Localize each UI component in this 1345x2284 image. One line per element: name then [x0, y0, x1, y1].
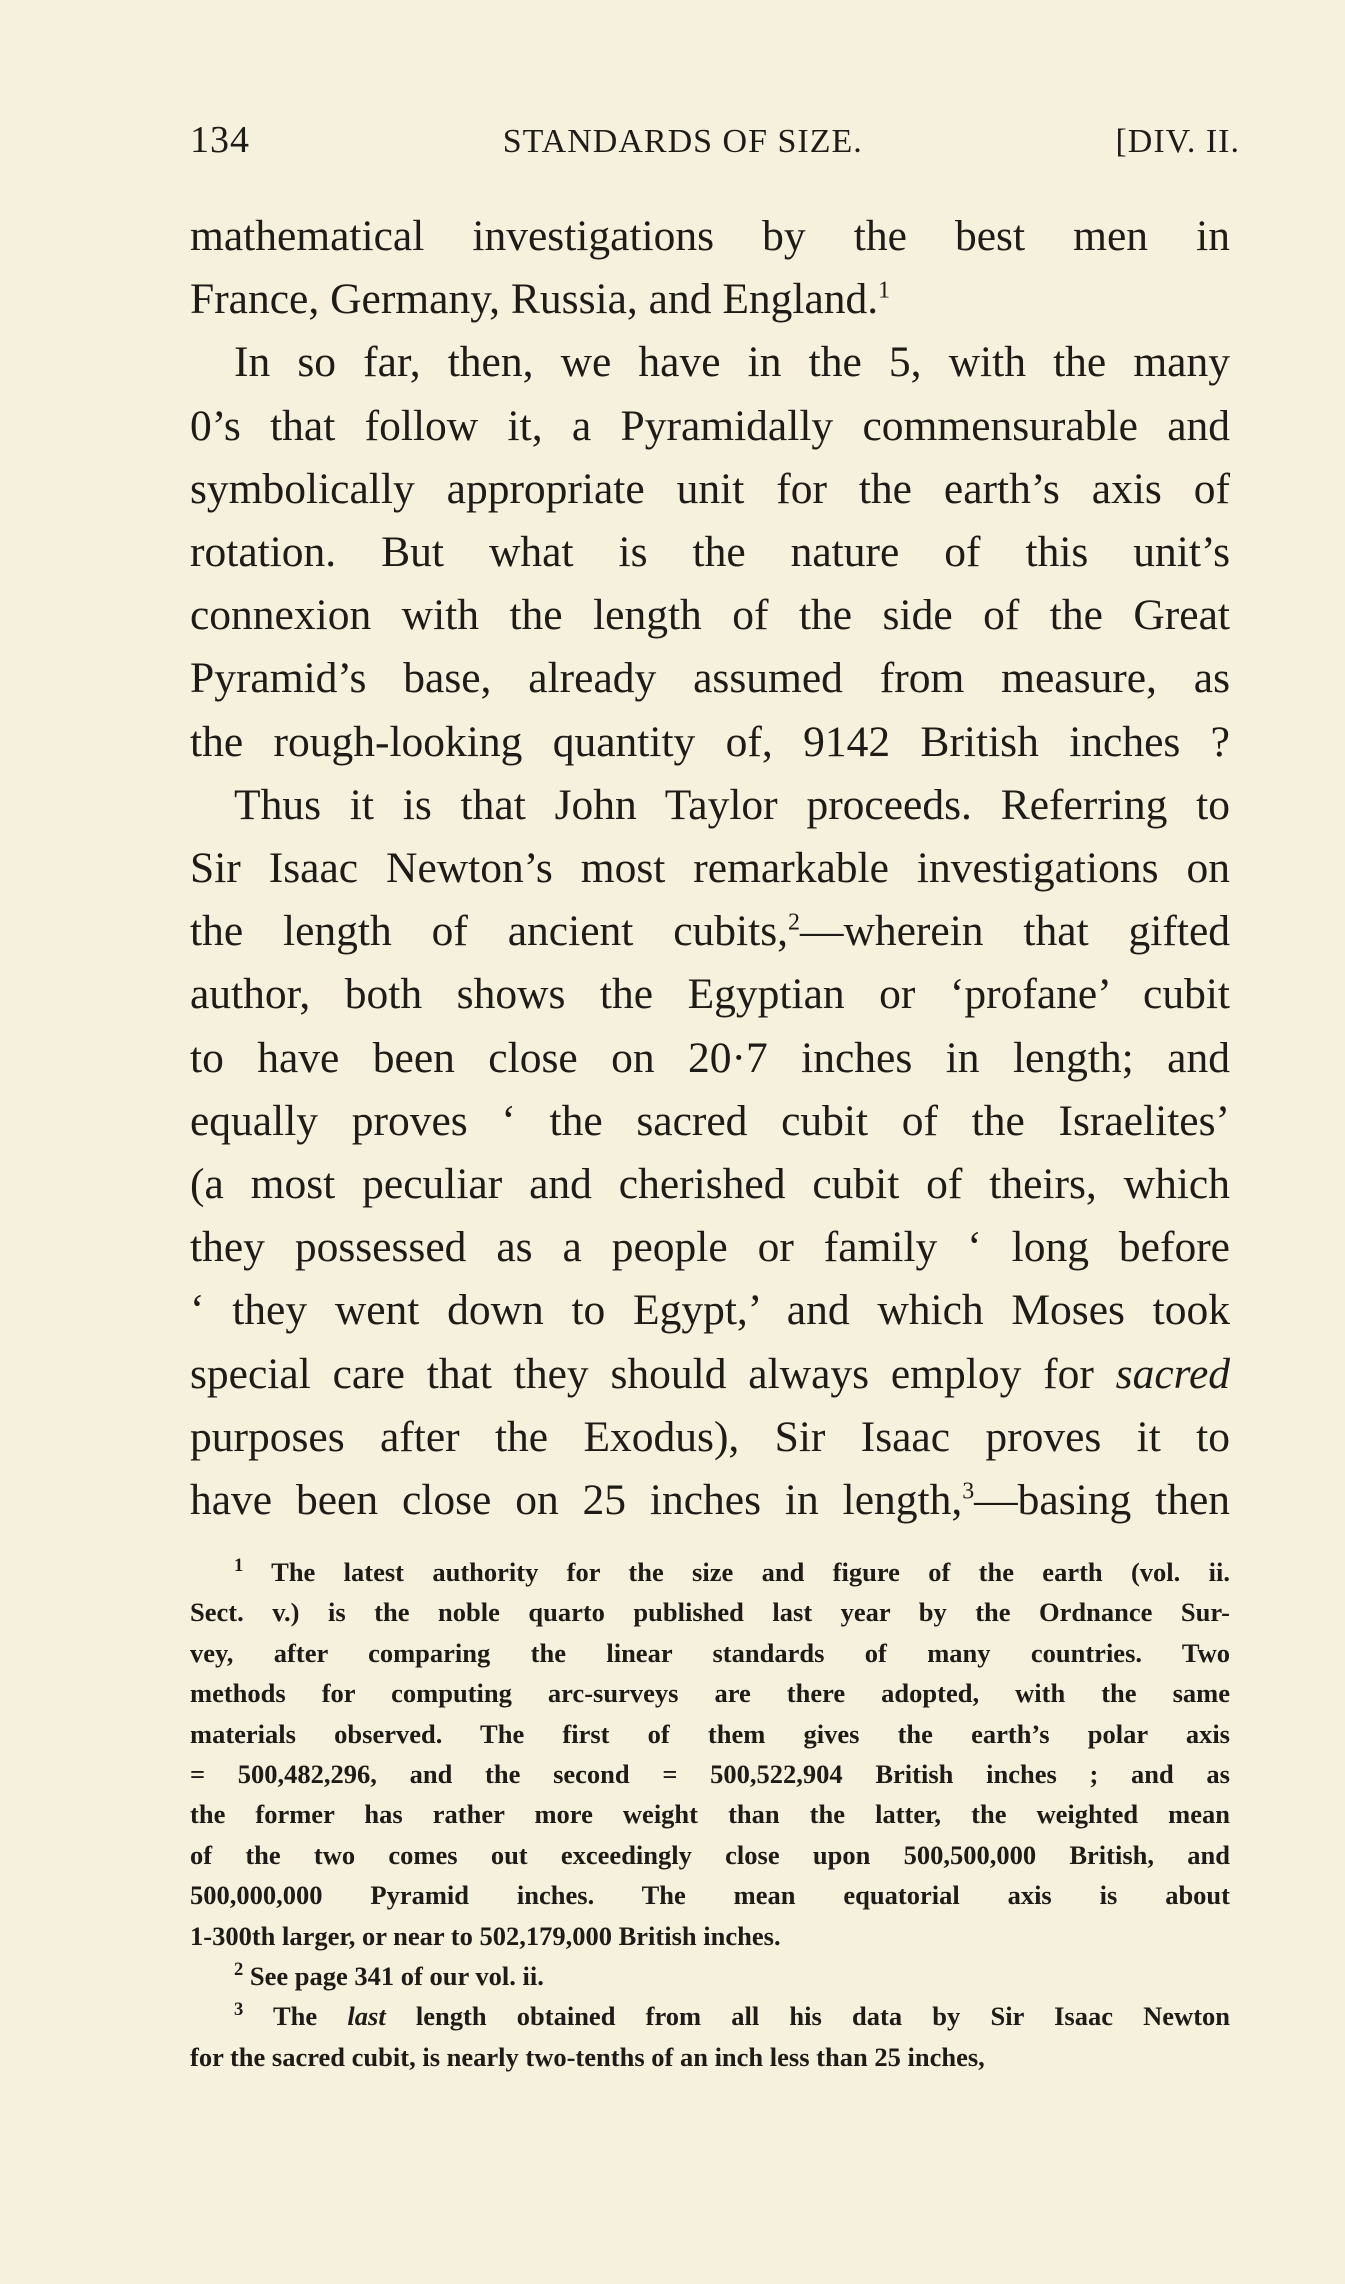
footnote-1-line: Sect. v.) is the noble quarto published last year by the Ordnance Sur- [190, 1597, 1230, 1628]
body-line: Pyramid’s base, already assumed from measure, as [190, 654, 1230, 703]
page-number: 134 [190, 119, 250, 161]
body-line: Sir Isaac Newton’s most remarkable investigations on [190, 844, 1230, 893]
body-line-text: —wherein that gifted [799, 907, 1231, 956]
body-line: rotation. But what is the nature of this unit’s [190, 528, 1230, 577]
body-line: connexion with the length of the side of the Great [190, 591, 1230, 640]
running-title: STANDARDS OF SIZE. [502, 123, 863, 160]
body-line: equally proves ‘ the sacred cubit of the Israelites’ [190, 1096, 1230, 1145]
body-line: In so far, then, we have in the 5, with the many [234, 338, 1230, 387]
body-text [190, 205, 1230, 1532]
body-line: to have been close on 20·7 inches in length; and [190, 1033, 1230, 1082]
body-line [190, 1343, 1230, 1406]
body-line: author, both shows the Egyptian or ‘profane’ cubit [190, 970, 1230, 1019]
body-line-text: France, Germany, Russia, and England. [190, 275, 879, 324]
body-line [190, 1469, 1230, 1532]
footnote-1-line: vey, after comparing the linear standards of many countries. Two [190, 1637, 1230, 1668]
footnotes [190, 1552, 1230, 2077]
body-line-text: the length of ancient cubits, [190, 907, 788, 956]
footnote-ref-3: 3 [962, 1478, 975, 1505]
footnote-1-line: = 500,482,296, and the second = 500,522,904 British inches ; and as [190, 1759, 1230, 1790]
footnote-1-line: of the two comes out exceedingly close upon 500,500,000 British, and [190, 1839, 1230, 1870]
footnote-marker-1: 1 [234, 1555, 244, 1577]
footnote-1-line: 500,000,000 Pyramid inches. The mean equatorial axis is about [190, 1880, 1230, 1911]
footnote-1-line: materials observed. The first of them gives the earth’s polar axis [190, 1718, 1230, 1749]
body-line: (a most peculiar and cherished cubit of theirs, which [190, 1160, 1230, 1209]
footnote-text: The latest authority for the size and figure of the earth (vol. ii. [271, 1557, 1230, 1587]
body-line-text: have been close on 25 inches in length, [190, 1476, 963, 1525]
footnote-ref-2: 2 [788, 909, 800, 936]
footnote-1-line: the former has rather more weight than the latter, the weighted mean [190, 1799, 1230, 1830]
footnote-text: See page 341 of our vol. ii. [249, 1961, 544, 1992]
body-line: they possessed as a people or family ‘ long before [190, 1223, 1230, 1272]
body-line-text: —basing then [974, 1476, 1230, 1525]
body-line: symbolically appropriate unit for the earth’s axis of [190, 464, 1230, 513]
footnote-ref-1: 1 [878, 277, 891, 304]
footnote-3-line: for the sacred cubit, is nearly two-tenths of an inch less than 25 inches, [190, 2041, 985, 2072]
body-line: 0’s that follow it, a Pyramidally commensurable and [190, 401, 1230, 450]
footnote-marker-2: 2 [234, 1959, 244, 1981]
footnote-1-line: 1-300th larger, or near to 502,179,000 British inches. [190, 1920, 781, 1951]
footnote-text: length obtained from all his data by Sir Isaac Newton [415, 2001, 1231, 2032]
footnote-3-line [190, 1996, 1230, 2036]
body-line [190, 268, 1230, 331]
footnote-1-line [190, 1552, 1230, 1592]
italic-word: last [347, 2001, 386, 2032]
body-line-text: special care that they should always employ for [190, 1349, 1094, 1398]
body-line: Thus it is that John Taylor proceeds. Referring to [234, 780, 1230, 829]
body-line: ‘ they went down to Egypt,’ and which Moses took [190, 1286, 1230, 1335]
body-line: purposes after the Exodus), Sir Isaac proves it to [190, 1412, 1230, 1461]
body-line: the rough-looking quantity of, 9142 British inches ? [190, 717, 1230, 766]
italic-word: sacred [1115, 1349, 1231, 1398]
footnote-marker-3: 3 [234, 1999, 244, 2021]
footnote-1-line: methods for computing arc-surveys are there adopted, with the same [190, 1678, 1230, 1709]
body-line [190, 900, 1230, 963]
division-label: [DIV. II. [1115, 123, 1240, 160]
footnote-text: The [273, 2001, 318, 2032]
page-header [190, 118, 1240, 162]
footnote-2-line [190, 1956, 1230, 1996]
body-line: mathematical investigations by the best men in [190, 212, 1230, 260]
